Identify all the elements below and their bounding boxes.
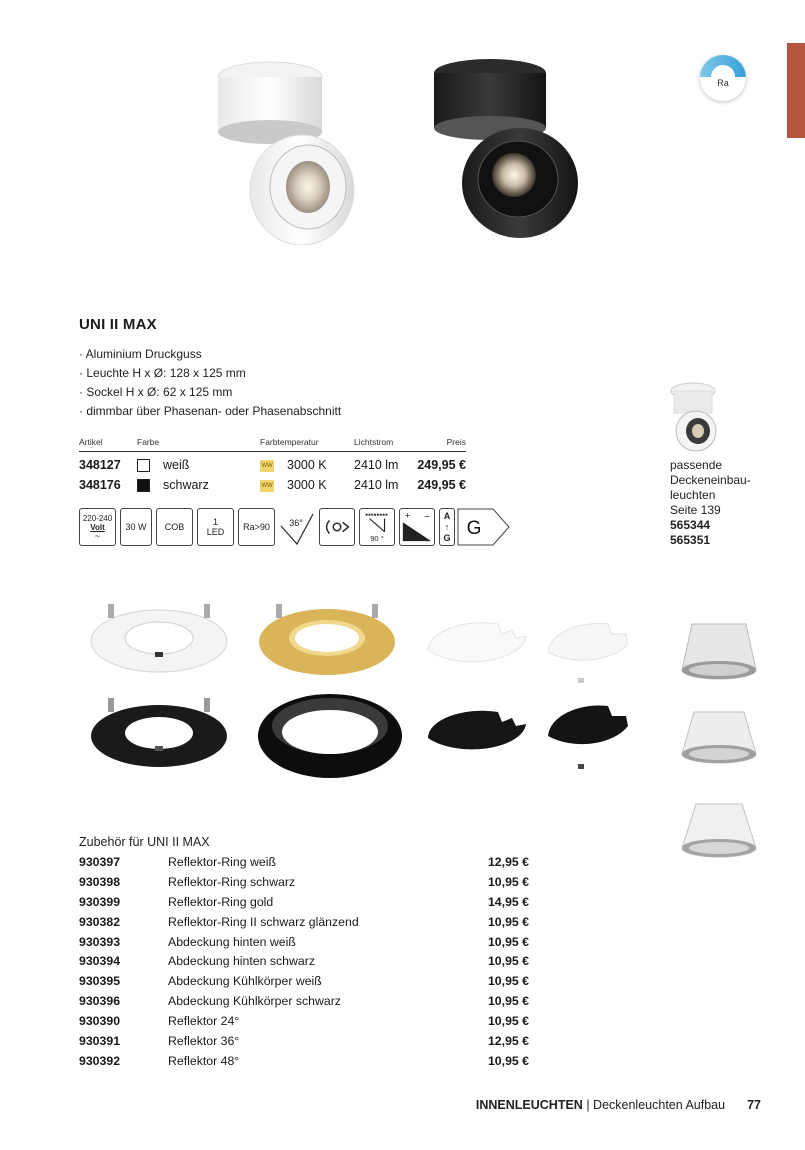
led-count: 1 — [212, 517, 218, 527]
list-item — [79, 853, 529, 873]
header-artikel: Artikel — [79, 437, 103, 447]
section-tab — [787, 43, 805, 138]
item-sku: 930397 — [79, 855, 121, 869]
voltage-range: 220-240 — [82, 513, 113, 523]
energy-top: A — [443, 510, 451, 521]
reflector-ring-black-glossy-image — [256, 690, 404, 780]
tilt-text: 90 ° — [370, 534, 384, 544]
ra-badge-icon — [700, 55, 746, 101]
rear-cover-white-image — [426, 620, 538, 680]
row-color: weiß — [163, 458, 190, 472]
heatsink-cover-black-image — [546, 702, 652, 772]
table-row — [79, 474, 466, 494]
led-label: LED — [206, 527, 225, 537]
row-sku: 348176 — [79, 478, 121, 492]
list-item — [79, 952, 529, 972]
tilt-icon — [359, 508, 395, 546]
reflector-ring-black-image — [88, 696, 230, 768]
list-item — [79, 873, 529, 893]
list-item — [79, 933, 529, 953]
item-desc: Abdeckung Kühlkörper schwarz — [168, 994, 341, 1009]
spec-table-header — [79, 434, 466, 452]
side-line: leuchten — [670, 488, 716, 502]
row-lumen: 2410 lm — [354, 478, 399, 492]
beam-angle-icon — [279, 508, 315, 546]
row-temp: 3000 K — [287, 478, 327, 492]
item-sku: 930399 — [79, 894, 121, 909]
feature-item: · dimmbar über Phasenan- oder Phasenabschnitt — [79, 402, 341, 421]
reflector-48-image — [678, 798, 760, 860]
reflector-ring-gold-image — [256, 604, 398, 678]
list-item — [79, 972, 529, 992]
item-price: 12,95 € — [487, 1034, 529, 1049]
table-row — [79, 454, 466, 474]
list-item — [79, 913, 529, 933]
item-sku: 930398 — [79, 874, 121, 889]
rear-cover-black-image — [426, 708, 538, 766]
item-sku: 930394 — [79, 954, 121, 969]
watt-icon: 30 W — [120, 508, 152, 546]
reflector-ring-white-image — [88, 604, 230, 674]
led-count-icon — [197, 508, 234, 546]
voltage-unit: Volt — [90, 522, 105, 532]
page-footer — [476, 1098, 761, 1112]
warm-white-icon: WW — [260, 460, 274, 472]
list-item — [79, 1052, 529, 1072]
energy-class-label — [457, 508, 511, 546]
warm-white-icon: WW — [260, 480, 274, 492]
item-price: 10,95 € — [487, 1014, 529, 1029]
list-item — [79, 1012, 529, 1032]
dimmable-icon — [399, 508, 435, 546]
header-preis: Preis — [446, 437, 466, 447]
row-temp: 3000 K — [287, 458, 327, 472]
side-sku: 565344 — [670, 518, 711, 532]
item-sku: 930395 — [79, 974, 121, 989]
row-color: schwarz — [163, 478, 209, 492]
feature-item: · Aluminium Druckguss — [79, 345, 341, 364]
product-image-white — [212, 55, 372, 245]
rotation-icon — [319, 508, 355, 546]
footer-separator: | — [582, 1098, 594, 1112]
side-line: passende — [670, 458, 723, 472]
product-title: UNI II MAX — [79, 316, 157, 333]
list-item — [79, 1032, 529, 1052]
item-desc: Reflektor-Ring weiß — [168, 855, 276, 869]
product-image-black — [420, 55, 580, 245]
related-products-note — [670, 458, 751, 548]
header-farbe: Farbe — [137, 437, 160, 447]
energy-scale-icon: A ↑ G — [439, 508, 455, 546]
row-lumen: 2410 lm — [354, 458, 399, 472]
header-farbtemperatur: Farbtemperatur — [260, 437, 319, 447]
footer-subsection: Deckenleuchten Aufbau — [593, 1098, 726, 1112]
item-price: 14,95 € — [487, 894, 529, 909]
cob-icon: COB — [156, 508, 193, 546]
item-price: 12,95 € — [487, 855, 529, 869]
beam-angle-text: 36° — [289, 518, 303, 528]
list-item — [79, 992, 529, 1012]
dim-minus: – — [424, 510, 430, 522]
color-swatch-white — [137, 459, 150, 472]
item-desc: Abdeckung Kühlkörper weiß — [168, 974, 322, 989]
item-desc: Reflektor 24° — [168, 1014, 240, 1029]
color-swatch-black — [137, 479, 150, 492]
footer-section: INNENLEUCHTEN — [475, 1098, 583, 1112]
feature-item: · Leuchte H x Ø: 128 x 125 mm — [79, 364, 341, 383]
ra-badge-label: Ra — [717, 78, 729, 88]
item-price: 10,95 € — [487, 954, 529, 969]
heatsink-cover-white-image — [546, 620, 652, 686]
item-desc: Abdeckung hinten schwarz — [168, 954, 315, 969]
energy-class-value: G — [466, 518, 482, 539]
reflector-36-image — [678, 708, 760, 766]
side-line: Deckeneinbau- — [670, 473, 751, 487]
item-price: 10,95 € — [487, 874, 529, 889]
item-price: 10,95 € — [487, 914, 529, 929]
side-page-ref: Seite 139 — [670, 503, 721, 517]
accessories-title: Zubehör für UNI II MAX — [79, 835, 210, 849]
feature-list — [79, 345, 341, 421]
ra-index-icon: Ra>90 — [238, 508, 275, 546]
feature-item: · Sockel H x Ø: 62 x 125 mm — [79, 383, 341, 402]
item-sku: 930392 — [79, 1053, 121, 1068]
item-price: 10,95 € — [487, 974, 529, 989]
item-price: 10,95 € — [487, 1053, 529, 1068]
item-desc: Reflektor 48° — [168, 1053, 240, 1068]
item-desc: Reflektor-Ring schwarz — [168, 874, 296, 889]
item-price: 10,95 € — [487, 994, 529, 1009]
item-sku: 930396 — [79, 994, 121, 1009]
row-price: 249,95 € — [417, 458, 466, 472]
voltage-icon: 220-240 Volt ~ — [79, 508, 116, 546]
reflector-24-image — [678, 618, 760, 680]
page-number: 77 — [747, 1098, 761, 1112]
item-sku: 930390 — [79, 1014, 121, 1029]
header-lichtstrom: Lichtstrom — [354, 437, 394, 447]
item-price: 10,95 € — [487, 934, 529, 949]
row-price: 249,95 € — [417, 478, 466, 492]
energy-bottom: G — [443, 532, 451, 543]
row-sku: 348127 — [79, 458, 121, 472]
spec-table — [79, 434, 466, 494]
list-item — [79, 893, 529, 913]
item-desc: Abdeckung hinten weiß — [168, 934, 296, 949]
item-desc: Reflektor-Ring II schwarz glänzend — [168, 914, 359, 929]
item-desc: Reflektor 36° — [168, 1034, 240, 1049]
recessed-light-image — [668, 381, 718, 453]
item-sku: 930393 — [79, 934, 121, 949]
side-sku: 565351 — [670, 533, 711, 547]
dim-plus: + — [404, 510, 411, 522]
item-sku: 930391 — [79, 1034, 121, 1049]
item-sku: 930382 — [79, 914, 121, 929]
accessories-list — [79, 853, 529, 1072]
item-desc: Reflektor-Ring gold — [168, 894, 274, 909]
